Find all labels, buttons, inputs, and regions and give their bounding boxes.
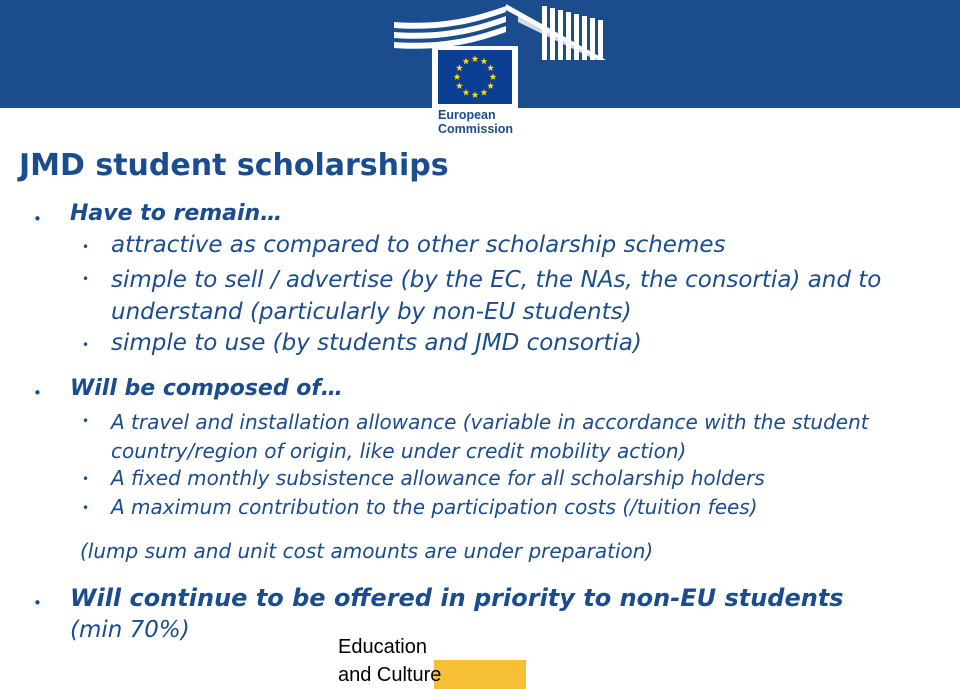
slide-title: JMD student scholarships bbox=[19, 148, 449, 183]
list-item: A fixed monthly subsistence allowance for all scholarship holders bbox=[111, 466, 765, 490]
eu-star-icon bbox=[463, 58, 470, 65]
logo-text-line1: European bbox=[438, 108, 496, 122]
section-heading: Will be composed of… bbox=[70, 376, 343, 401]
logo-panel bbox=[432, 46, 518, 152]
section-note: (lump sum and unit cost amounts are under preparation) bbox=[80, 539, 654, 563]
list-item: A travel and installation allowance (variable in accordance with the student country/region of origin, like under credit mobility action) bbox=[111, 410, 869, 463]
eu-star-icon bbox=[472, 91, 479, 98]
footer-label bbox=[338, 633, 441, 689]
section-tail: (min 70%) bbox=[70, 617, 190, 643]
list-item: attractive as compared to other scholarship schemes bbox=[111, 232, 726, 258]
bullet-icon: • bbox=[82, 338, 90, 352]
logo-wordmark bbox=[438, 108, 513, 136]
bullet-icon: • bbox=[82, 501, 90, 515]
eu-star-icon bbox=[456, 64, 463, 71]
eu-star-icon bbox=[487, 64, 494, 71]
footer-line2: and Culture bbox=[338, 664, 442, 686]
eu-star-icon bbox=[463, 89, 470, 96]
bullet-icon: • bbox=[33, 384, 42, 402]
bullet-icon: • bbox=[33, 210, 42, 228]
list-item: simple to sell / advertise (by the EC, the NAs, the consortia) and to understand (particularly by non-EU students) bbox=[111, 267, 882, 325]
footer-line1: Education bbox=[338, 636, 427, 658]
eu-flag-icon bbox=[438, 50, 512, 104]
bullet-icon: • bbox=[82, 272, 90, 286]
eu-star-icon bbox=[472, 55, 479, 62]
eu-star-icon bbox=[481, 58, 488, 65]
eu-star-icon bbox=[481, 89, 488, 96]
logo-text-line2: Commission bbox=[438, 122, 514, 136]
list-item: simple to use (by students and JMD consortia) bbox=[111, 330, 642, 356]
list-item: A maximum contribution to the participation costs (/tuition fees) bbox=[111, 495, 758, 519]
eu-star-icon bbox=[490, 73, 497, 80]
bullet-icon: • bbox=[82, 240, 90, 254]
bullet-icon: • bbox=[82, 472, 90, 486]
footer-accent-bar bbox=[434, 660, 526, 689]
eu-star-icon bbox=[454, 73, 461, 80]
bullet-icon: • bbox=[33, 594, 42, 612]
section-heading: Will continue to be offered in priority to non-EU students bbox=[70, 584, 844, 612]
section-heading: Have to remain… bbox=[70, 201, 283, 226]
eu-star-icon bbox=[456, 82, 463, 89]
european-commission-logo bbox=[388, 0, 610, 150]
bullet-icon: • bbox=[82, 414, 90, 428]
eu-star-icon bbox=[487, 82, 494, 89]
